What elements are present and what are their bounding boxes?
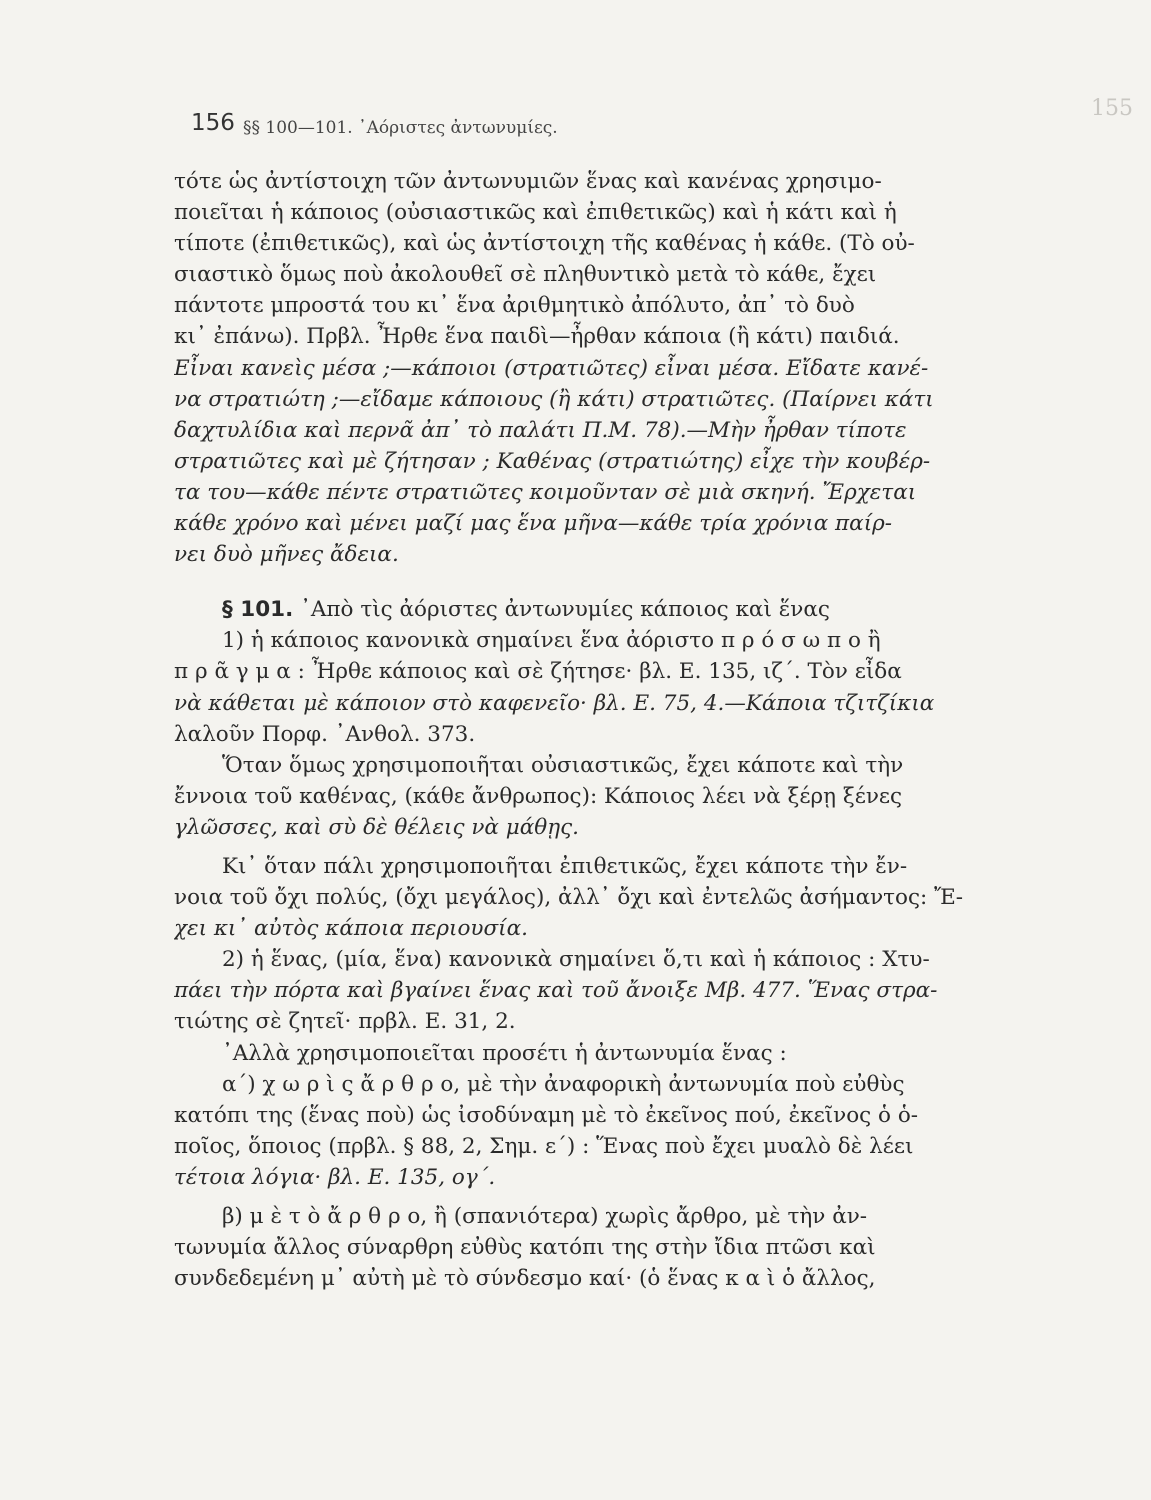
text-line: ἔννοια τοῦ καθένας, (κάθε ἄνθρωπος): Κάποιος λέει νὰ ξέρῃ ξένες — [174, 783, 903, 809]
text-line: Ὅταν ὅμως χρησιμοποιῆται οὐσιαστικῶς, ἔχει κάποτε καὶ τὴν — [222, 752, 904, 778]
section-101 — [174, 594, 984, 749]
text-line: κι᾿ ἐπάνω). Πρβλ. Ἦρθε ἕνα παιδὶ—ἦρθαν κάποια (ἢ κάτι) παιδιά. — [174, 324, 900, 350]
text-line: ποιεῖται ἡ κάποιος (οὐσιαστικῶς καὶ ἐπιθετικῶς) καὶ ἡ κάτι καὶ ἡ — [174, 200, 897, 226]
running-title: §§ 100—101. ᾿Αόριστες ἀντωνυμίες. — [243, 118, 558, 138]
text-line: στρατιῶτες καὶ μὲ ζήτησαν ; Καθένας (στρατιώτης) εἶχε τὴν κουβέρ- — [174, 448, 931, 474]
text-line: Εἶναι κανεὶς μέσα ;—κάποιοι (στρατιῶτες) εἶναι μέσα. Εἴδατε κανέ- — [174, 355, 929, 381]
text-line: νοια τοῦ ὄχι πολύς, (ὄχι μεγάλος), ἀλλ᾿ ὄχι καὶ ἐντελῶς ἀσήμαντος: Ἔ- — [174, 885, 964, 911]
text-line: ᾿Αλλὰ χρησιμοποιεῖται προσέτι ἡ ἀντωνυμία ἕνας : — [222, 1040, 787, 1066]
text-line: Κι᾿ ὅταν πάλι χρησιμοποιῆται ἐπιθετικῶς, ἔχει κάποτε τὴν ἔν- — [222, 853, 908, 879]
paragraph — [174, 851, 984, 944]
text-line: τωνυμία ἄλλος σύναρθρη εὐθὺς κατόπι της στὴν ἴδια πτῶσι καὶ — [174, 1235, 876, 1261]
paragraph — [174, 1038, 984, 1193]
text-line: γλῶσσες, καὶ σὺ δὲ θέλεις νὰ μάθῃς. — [174, 814, 579, 840]
paragraph — [174, 1201, 984, 1294]
text-line: π ρ ᾶ γ μ α : Ἦρθε κάποιος καὶ σὲ ζήτησε· βλ. Ε. 135, ιζ΄. Τὸν εἶδα — [174, 659, 902, 685]
text-line: τίποτε (ἐπιθετικῶς), καὶ ὡς ἀντίστοιχη τῆς καθένας ἡ κάθε. (Τὸ οὐ- — [174, 231, 915, 257]
page-header — [191, 106, 991, 146]
paragraph — [174, 166, 984, 570]
bleed-through-page-number: 155 — [1091, 96, 1133, 121]
text-line: ᾿Απὸ τὶς ἀόριστες ἀντωνυμίες κάποιος καὶ ἕνας — [300, 597, 830, 623]
text-line: λαλοῦν Πορφ. ᾿Ανθολ. 373. — [174, 721, 476, 747]
text-line: σιαστικὸ ὅμως ποὺ ἀκολουθεῖ σὲ πληθυντικὸ μετὰ τὸ κάθε, ἔχει — [174, 262, 877, 288]
text-line: α΄) χ ω ρ ὶ ς ἄ ρ θ ρ ο, μὲ τὴν ἀναφορικὴ ἀντωνυμία ποὺ εὐθὺς — [222, 1071, 905, 1097]
text-line: νει δυὸ μῆνες ἄδεια. — [174, 542, 399, 568]
text-line: να στρατιώτη ;—εἴδαμε κάποιους (ἢ κάτι) στρατιῶτες. (Παίρνει κάτι — [174, 386, 934, 412]
text-line: τότε ὡς ἀντίστοιχη τῶν ἀντωνυμιῶν ἕνας καὶ κανένας χρησιμο- — [174, 169, 882, 194]
section-heading-line — [174, 594, 984, 625]
text-line: νὰ κάθεται μὲ κάποιον στὸ καφενεῖο· βλ. Ε. 75, 4.—Κάποια τζιτζίκια — [174, 690, 935, 716]
paragraph — [174, 750, 984, 843]
text-line: τιώτης σὲ ζητεῖ· πρβλ. Ε. 31, 2. — [174, 1009, 516, 1035]
text-line: κάθε χρόνο καὶ μένει μαζί μας ἕνα μῆνα—κάθε τρία χρόνια παίρ- — [174, 511, 893, 537]
text-line: χει κι᾿ αὐτὸς κάποια περιουσία. — [174, 916, 528, 942]
text-line: κατόπι της (ἕνας ποὺ) ὡς ἰσοδύναμη μὲ τὸ ἐκεῖνος πού, ἐκεῖνος ὁ ὁ- — [174, 1102, 919, 1128]
page-body — [174, 166, 984, 1294]
paragraph — [174, 944, 984, 1037]
section-label: § 101. — [222, 597, 294, 623]
text-line: 2) ἡ ἕνας, (μία, ἕνα) κανονικὰ σημαίνει ὅ,τι καὶ ἡ κάποιος : Χτυ- — [222, 947, 930, 973]
text-line: συνδεδεμένη μ᾿ αὐτὴ μὲ τὸ σύνδεσμο καί· (ὁ ἕνας κ α ὶ ὁ ἄλλος, — [174, 1266, 876, 1292]
text-line: τέτοια λόγια· βλ. Ε. 135, ογ΄. — [174, 1164, 496, 1190]
text-line: τα του—κάθε πέντε στρατιῶτες κοιμοῦνταν σὲ μιὰ σκηνή. Ἔρχεται — [174, 479, 917, 505]
text-line: πάντοτε μπροστά του κι᾿ ἕνα ἀριθμητικὸ ἀπόλυτο, ἀπ᾿ τὸ δυὸ — [174, 293, 855, 319]
text-line: ποῖος, ὅποιος (πρβλ. § 88, 2, Σημ. ε΄) : Ἕνας ποὺ ἔχει μυαλὸ δὲ λέει — [174, 1133, 914, 1159]
text-line: πάει τὴν πόρτα καὶ βγαίνει ἕνας καὶ τοῦ ἄνοιξε Μβ. 477. Ἕνας στρα- — [174, 978, 938, 1004]
text-line: β) μ ὲ τ ὸ ἄ ρ θ ρ ο, ἢ (σπανιότερα) χωρὶς ἄρθρο, μὲ τὴν ἀν- — [222, 1204, 868, 1229]
page-number: 156 — [191, 110, 235, 136]
text-line: δαχτυλίδια καὶ περνᾶ ἀπ᾿ τὸ παλάτι Π.Μ. 78).—Μὴν ἦρθαν τίποτε — [174, 417, 907, 443]
text-line: 1) ἡ κάποιος κανονικὰ σημαίνει ἕνα ἀόριστο π ρ ό σ ω π ο ἢ — [222, 628, 881, 654]
